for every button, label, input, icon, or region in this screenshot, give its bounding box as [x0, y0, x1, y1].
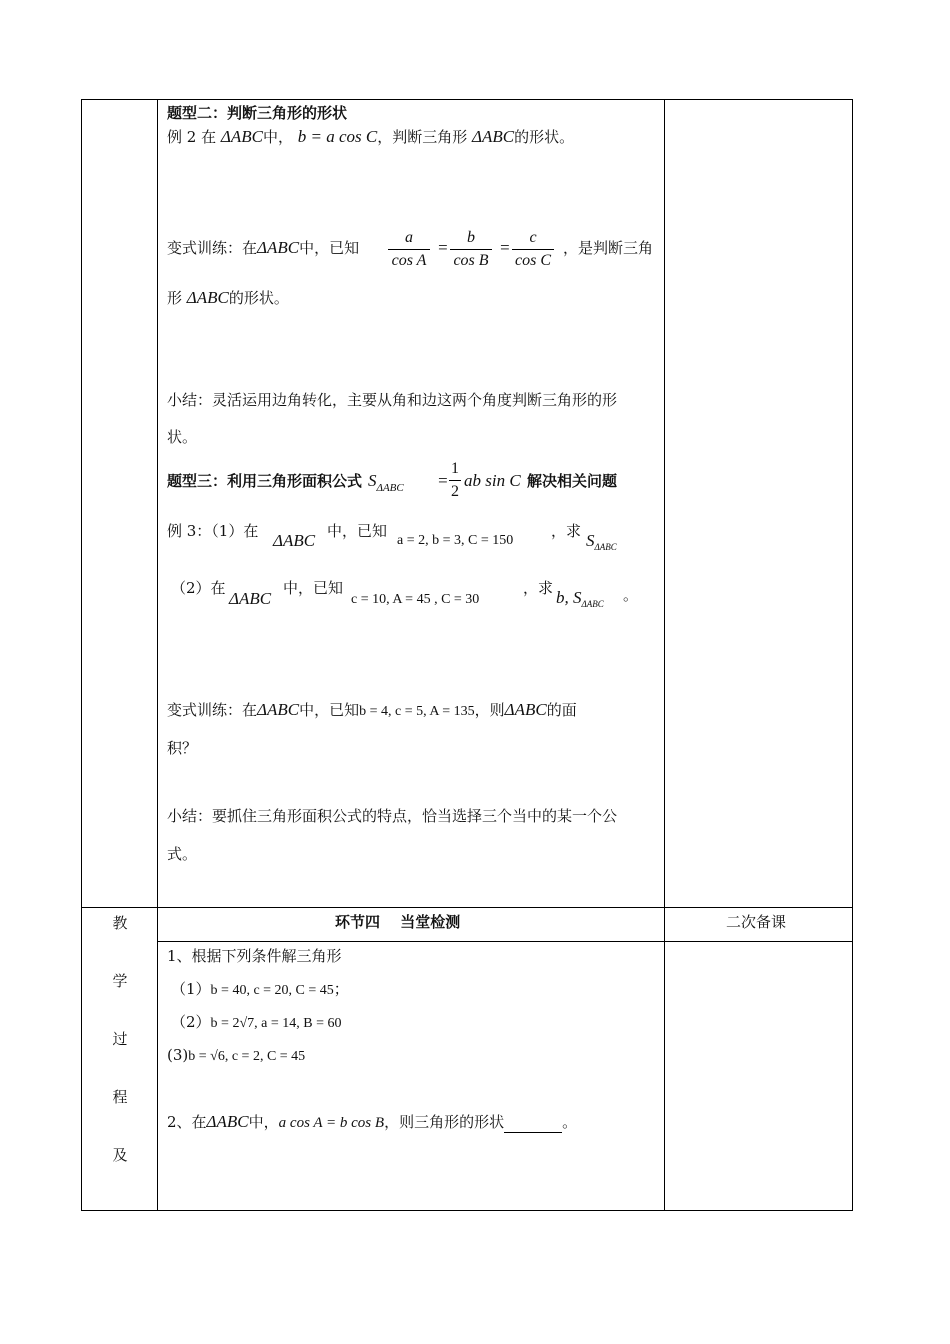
variant2-line2-end: 的形状。 — [228, 289, 289, 307]
variant2-mid: 中，已知 — [299, 239, 360, 257]
question1c-given: b = √6, c = 2, C = 45 — [188, 1049, 306, 1064]
section3-summary-line1: 小结：要抓住三角形面积公式的特点，恰当选择三个当中的某一个公 — [167, 807, 618, 825]
question2-prefix: 2、在 — [167, 1113, 207, 1131]
table-row-divider — [81, 907, 853, 908]
example3-S: S — [586, 531, 595, 550]
example3-line1 — [167, 521, 258, 541]
area-formula-half — [449, 460, 461, 501]
variant3-line2: 积？ — [167, 739, 198, 757]
example2-suffix: ，判断三角形 — [377, 128, 468, 146]
example2-triangle: ΔABC — [220, 127, 263, 146]
area-formula-half-den: 2 — [451, 483, 459, 500]
variant2-suffix: ，是判断三角 — [563, 239, 654, 257]
section3-summary-line2: 式。 — [167, 845, 198, 863]
variant3-triangle: ΔABC — [257, 700, 300, 719]
side-char-guo: 过 — [112, 1030, 128, 1048]
example3b-target-sub: ΔABC — [581, 599, 604, 609]
variant2-triangle: ΔABC — [257, 238, 300, 257]
question2-suffix: ，则三角形的形状 — [384, 1113, 505, 1131]
example2-mid: 中， — [262, 128, 293, 146]
fraction-3-numerator: c — [529, 229, 537, 246]
question2-triangle: ΔABC — [206, 1112, 249, 1131]
section3-heading-prefix: 题型三：利用三角形面积公式 — [167, 472, 363, 490]
example3-target — [586, 531, 617, 553]
fraction-2-bar — [450, 249, 492, 250]
area-formula-half-bar — [449, 480, 461, 481]
section3-heading-suffix: 解决相关问题 — [527, 472, 618, 490]
example3b-given: c = 10, A = 45 , C = 30 — [351, 592, 480, 607]
question1-title: 1、根据下列条件解三角形 — [167, 947, 342, 965]
question2-end: 。 — [562, 1113, 578, 1131]
variant2-prefix-line — [167, 238, 359, 258]
example3-triangle: ΔABC — [273, 531, 316, 550]
fraction-a-over-cosA — [388, 229, 430, 270]
variant3-prefix: 变式训练：在 — [167, 701, 258, 719]
question1a-given: b = 40, c = 20, C = 45 — [210, 983, 334, 998]
fraction-b-over-cosB — [450, 229, 492, 270]
example2-end: 的形状。 — [514, 128, 575, 146]
equals-sign-1: = — [437, 238, 449, 257]
example3-ask: ，求 — [551, 522, 582, 540]
question1b-given: b = 2√7, a = 14, B = 60 — [210, 1016, 342, 1031]
question1c-label: (3) — [167, 1046, 189, 1064]
question2-condition: a cos A = b cos B — [278, 1115, 385, 1131]
variant2-line2 — [167, 288, 289, 308]
equals-sign-2: = — [499, 238, 511, 257]
example3b-triangle: ΔABC — [229, 589, 272, 608]
table-bottom-border — [81, 1210, 853, 1211]
question2-mid: 中， — [248, 1113, 279, 1131]
fraction-3-denominator: cos C — [515, 252, 551, 269]
section2-summary-line1: 小结：灵活运用边角转化，主要从角和边这两个角度判断三角形的形 — [167, 391, 618, 409]
example3b-mid: 中，已知 — [283, 579, 344, 597]
variant2-line2-prefix: 形 — [167, 289, 183, 307]
table-header-divider — [157, 941, 853, 942]
example2-prefix: 例 2 在 — [167, 128, 217, 146]
example3-mid: 中，已知 — [327, 522, 388, 540]
example3b-label: （2）在 — [171, 579, 226, 597]
example3b-target — [556, 588, 604, 610]
area-formula-S-sub: ΔABC — [376, 482, 404, 494]
example3b-ask: ，求 — [523, 579, 554, 597]
fraction-1-numerator: a — [405, 229, 413, 246]
table-col-divider-2 — [664, 99, 665, 1211]
variant3-end: 的面 — [546, 701, 577, 719]
fraction-2-denominator: cos B — [453, 252, 489, 269]
area-formula-S-letter: S — [368, 471, 377, 490]
question1a-line — [171, 979, 349, 1001]
area-formula-equals: = — [437, 471, 449, 490]
example3b-target-vars: b, S — [556, 588, 582, 607]
fraction-2-numerator: b — [467, 229, 475, 246]
side-char-jiao: 教 — [112, 914, 128, 932]
section2-summary-line2: 状。 — [167, 428, 198, 446]
table-top-border — [81, 99, 853, 100]
example2-condition: b = a cos C — [297, 127, 378, 146]
example3b-end: 。 — [623, 586, 639, 604]
fraction-c-over-cosC — [512, 229, 554, 270]
side-char-cheng: 程 — [112, 1088, 128, 1106]
variant3-mid: 中，已知 — [299, 701, 360, 719]
question1a-end: ； — [333, 980, 349, 998]
variant3-given: b = 4, c = 5, A = 135 — [359, 704, 475, 719]
side-char-xue: 学 — [112, 972, 128, 990]
area-formula-half-num: 1 — [451, 460, 459, 477]
table-right-border — [852, 99, 853, 1211]
fraction-1-bar — [388, 249, 430, 250]
variant3-line1 — [167, 700, 577, 722]
table-col-divider-1 — [157, 99, 158, 1211]
area-formula-S — [368, 471, 404, 493]
fraction-3-bar — [512, 249, 554, 250]
side-char-ji: 及 — [112, 1146, 128, 1164]
second-prep-header: 二次备课 — [726, 913, 787, 931]
example3-S-sub: ΔABC — [594, 542, 617, 552]
variant3-triangle-2: ΔABC — [504, 700, 547, 719]
question1b-line — [171, 1012, 341, 1034]
example3-given: a = 2, b = 3, C = 150 — [397, 533, 514, 548]
example2-line — [167, 127, 574, 147]
question1c-line — [167, 1045, 305, 1067]
area-formula-right: ab sin C — [464, 471, 521, 490]
section4-title: 环节四 当堂检测 — [335, 913, 461, 931]
variant3-suffix: ，则 — [474, 701, 505, 719]
question1b-label: （2） — [171, 1013, 211, 1031]
example3-label: 例 3：（1）在 — [167, 522, 259, 540]
table-left-border — [81, 99, 82, 1211]
example2-triangle-2: ΔABC — [472, 127, 515, 146]
question2-line — [167, 1112, 577, 1133]
variant2-prefix: 变式训练：在 — [167, 239, 258, 257]
question1a-label: （1） — [171, 980, 211, 998]
fraction-1-denominator: cos A — [391, 252, 427, 269]
section2-heading: 题型二：判断三角形的形状 — [167, 104, 348, 122]
answer-blank[interactable] — [504, 1118, 562, 1133]
variant2-line2-triangle: ΔABC — [186, 288, 229, 307]
